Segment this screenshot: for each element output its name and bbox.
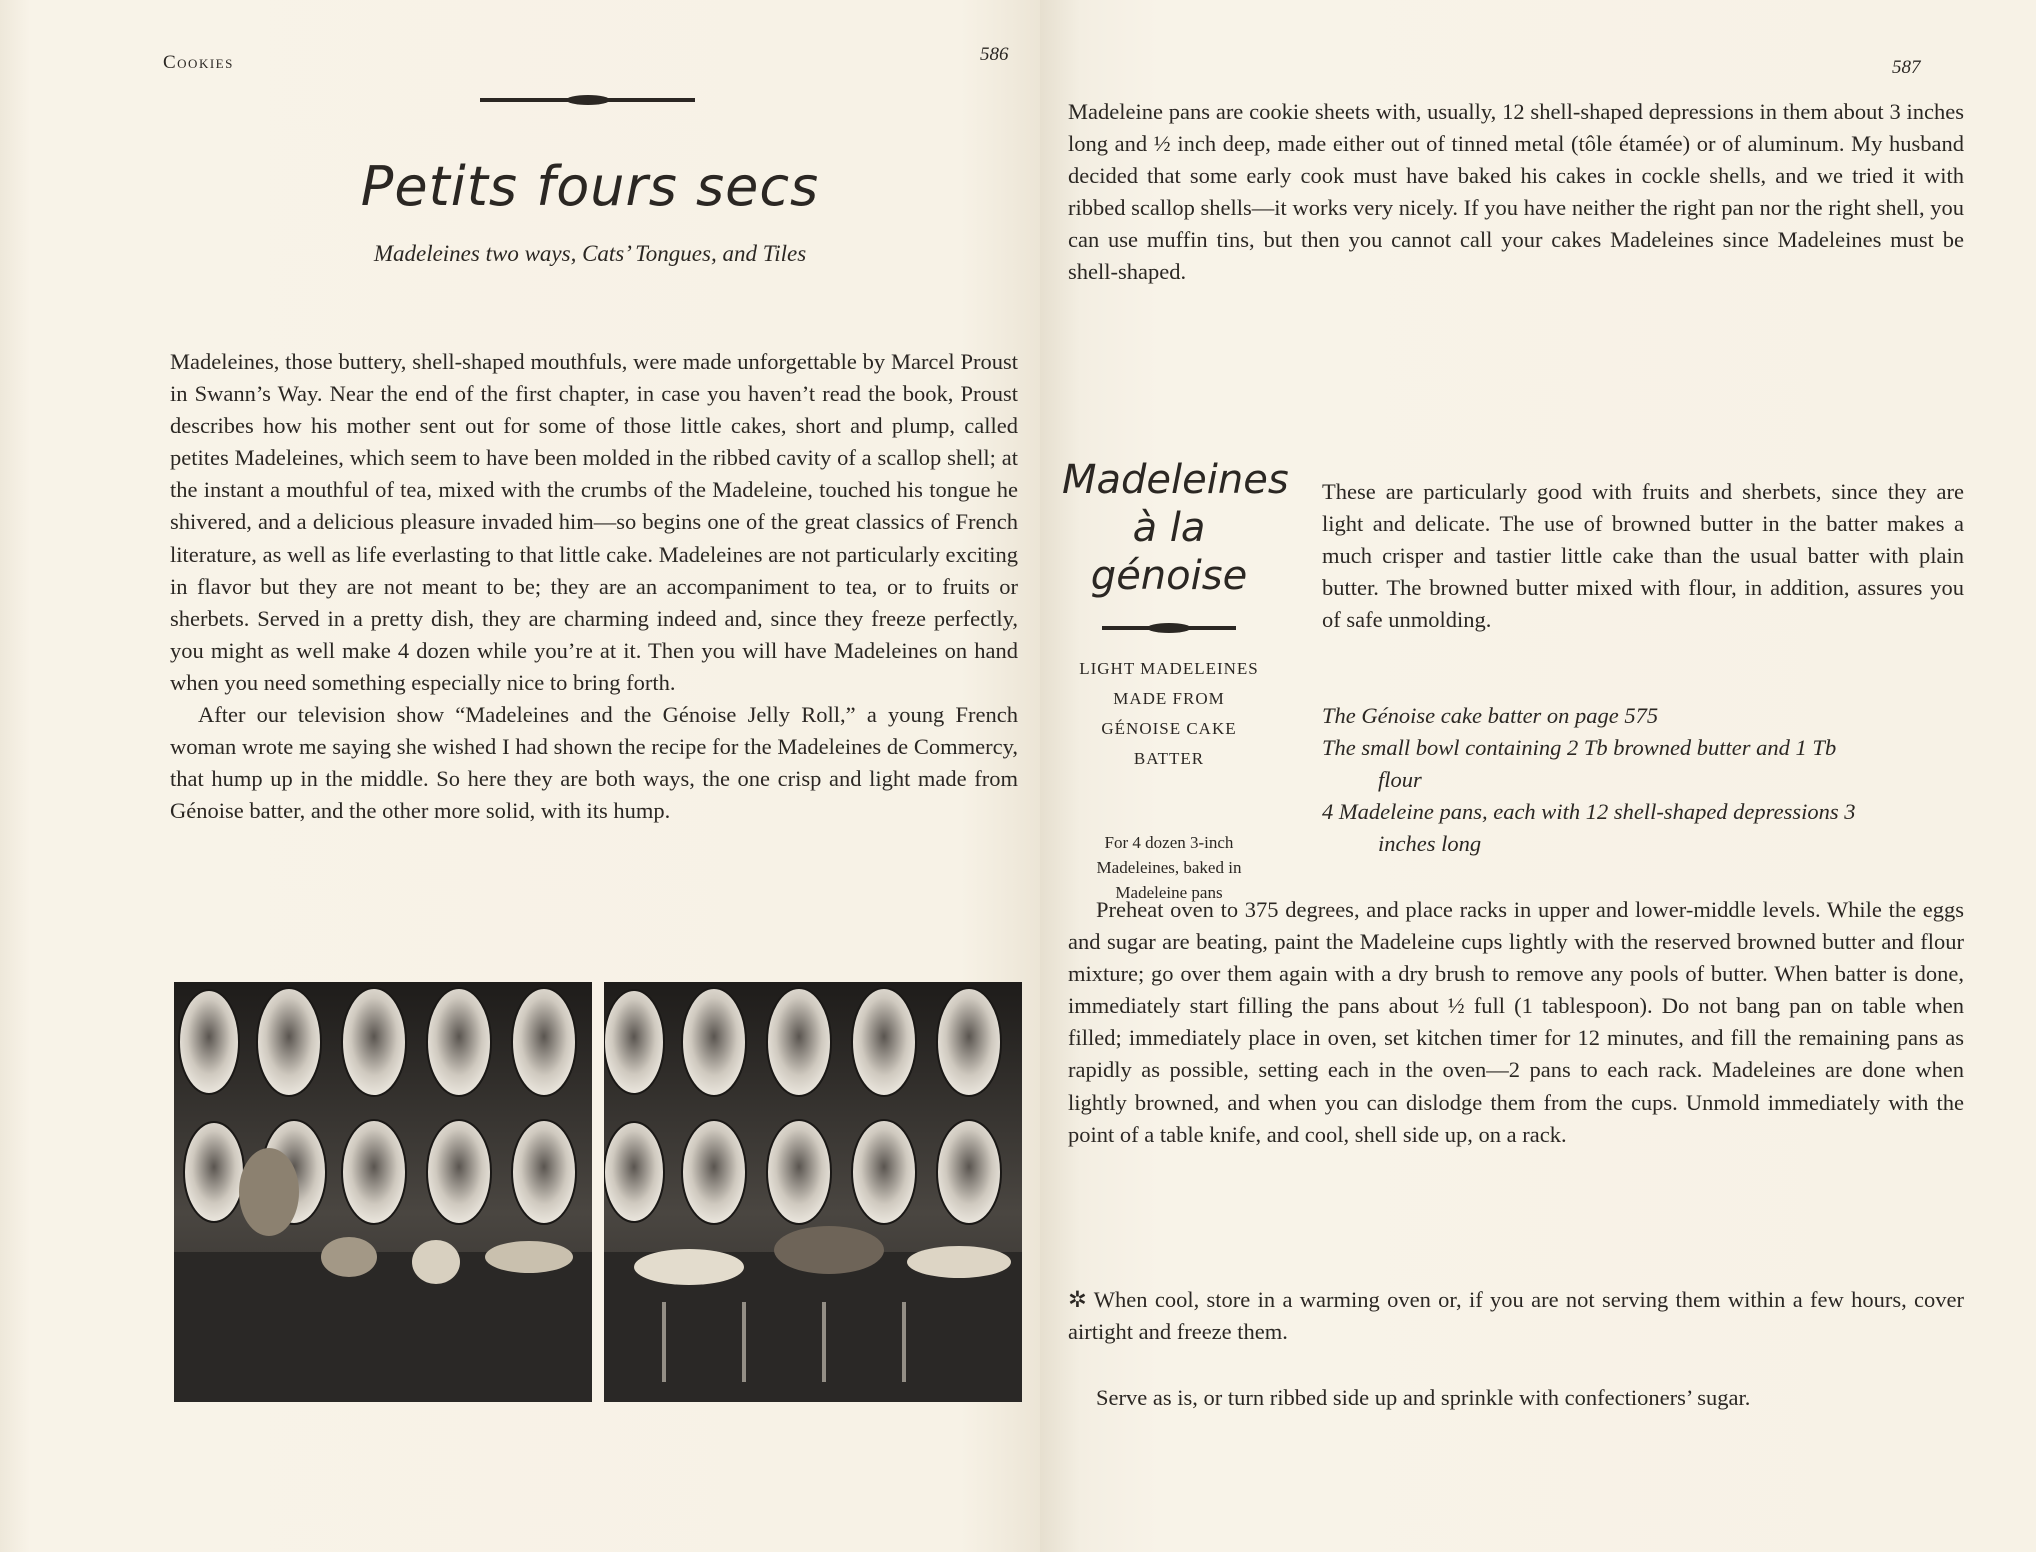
freeze-note-text: When cool, store in a warming oven or, if you are not serving them within a few hours, cover airtight and freeze them. bbox=[1068, 1287, 1964, 1345]
ingredient-item: The small bowl containing 2 Tb browned butter and 1 Tb flour bbox=[1322, 735, 1837, 792]
caption-line: LIGHT MADELEINES bbox=[1079, 659, 1259, 678]
method-paragraph: Preheat oven to 375 degrees, and place racks in upper and lower-middle levels. While the eggs and sugar are beating, paint the Madeleine cups lightly with the reserved browned butter and flour mixture; go over them again with a dry brush to remove any pools of butter. When batter is done, immediately start filling the pans about ½ full (1 tablespoon). Do not bang pan on table when filled; immediately place in oven, set kitchen timer for 12 minutes, and fill the remaining pans as rapidly as possible, setting each in the oven—2 pans to each rack. Madeleines are done when lightly browned, and when you can dislodge them from the cups. Unmold immediately with the point of a table knife, and cool, shell side up, on a rack. bbox=[1068, 897, 1964, 1147]
madeleine-pans-photo-right bbox=[604, 982, 1022, 1402]
caption-line: MADE FROM bbox=[1113, 689, 1225, 708]
madeleine-pans-photo-left bbox=[174, 982, 592, 1402]
yield-line: Madeleines, baked in bbox=[1096, 858, 1242, 877]
recipe-sidebar bbox=[1062, 456, 1289, 905]
intro-paragraph-2: After our television show “Madeleines and the Génoise Jelly Roll,” a young French woman wrote me saying she wished I had shown the recipe for the Madeleines de Commercy, that hump up in the middle. So here they are both ways, the one crisp and light made from Génoise batter, and the other more solid, with its hump. bbox=[170, 702, 1018, 824]
ingredient-item: 4 Madeleine pans, each with 12 shell-shaped depressions 3 inches long bbox=[1322, 799, 1856, 856]
intro-paragraph-1: Madeleines, those buttery, shell-shaped mouthfuls, were made unforgettable by Marcel Proust in Swann’s Way. Near the end of the first chapter, in case you haven’t read the book, Proust describes how his mother sent out for some of those little cakes, short and plump, called petites Madeleines, which seem to have been molded in the ribbed cavity of a scallop shell; at the instant a mouthful of tea, mixed with the crumbs of the Madeleine, touched his tongue he shivered, and a delicious pleasure invaded him—so begins one of the great classics of French literature, as well as life everlasting to that little cake. Madeleines are not particularly exciting in flavor but they are not meant to be; they are an accompaniment to tea, or to fruits or sherbets. Served in a pretty dish, they are charming indeed and, since they freeze perfectly, you might as well make 4 dozen while you’re at it. Then you will have Madeleines on hand when you need something especially nice to bring forth. bbox=[170, 349, 1018, 695]
page-number: 587 bbox=[1892, 57, 1921, 78]
page-number: 586 bbox=[980, 44, 1009, 65]
ingredients-list bbox=[1322, 700, 1882, 860]
ingredient-item: The Génoise cake batter on page 575 bbox=[1322, 703, 1659, 728]
right-page bbox=[1040, 0, 2036, 1552]
intro-text bbox=[170, 346, 1018, 827]
caption-line: GÉNOISE CAKE bbox=[1101, 719, 1237, 738]
yield-line: For 4 dozen 3-inch bbox=[1104, 833, 1234, 852]
recipe-ornament bbox=[1102, 626, 1236, 630]
caption-line: BATTER bbox=[1133, 749, 1205, 768]
serve-note-text: Serve as is, or turn ribbed side up and sprinkle with confectioners’ sugar. bbox=[1096, 1385, 1751, 1410]
pans-paragraph: Madeleine pans are cookie sheets with, usually, 12 shell-shaped depressions in them about 3 inches long and ½ inch deep, made either out of tinned metal (tôle étamée) or of aluminum. My husband decided that some early cook must have baked his cakes in cockle shells, and we tried it with ribbed scallop shells—it works very nicely. If you have neither the right pan nor the right shell, you can use muffin tins, but then you cannot call your cakes Madeleines since Madeleines must be shell-shaped. bbox=[1068, 99, 1964, 285]
freeze-note bbox=[1068, 1284, 1964, 1348]
recipe-title-line-2: à la génoise bbox=[1090, 505, 1248, 599]
recipe-caption bbox=[1062, 654, 1276, 774]
chapter-subtitle: Madeleines two ways, Cats’ Tongues, and Tiles bbox=[373, 241, 807, 266]
title-ornament bbox=[480, 98, 695, 102]
serve-note bbox=[1068, 1382, 1964, 1414]
running-head: Cookies bbox=[163, 52, 234, 73]
snowflake-icon: ✲ bbox=[1068, 1287, 1087, 1312]
recipe-intro: These are particularly good with fruits and sherbets, since they are light and delicate. The use of browned butter in the batter makes a much crisper and tastier little cake than the usual batter with plain butter. The browned butter mixed with flour, in addition, assures you of safe unmolding. bbox=[1322, 479, 1964, 633]
yield-line: Madeleine pans bbox=[1115, 883, 1223, 902]
recipe-title-line-1: Madeleines bbox=[1062, 457, 1289, 503]
chapter-title: Petits fours secs bbox=[360, 155, 820, 218]
method-text bbox=[1068, 894, 1964, 1151]
